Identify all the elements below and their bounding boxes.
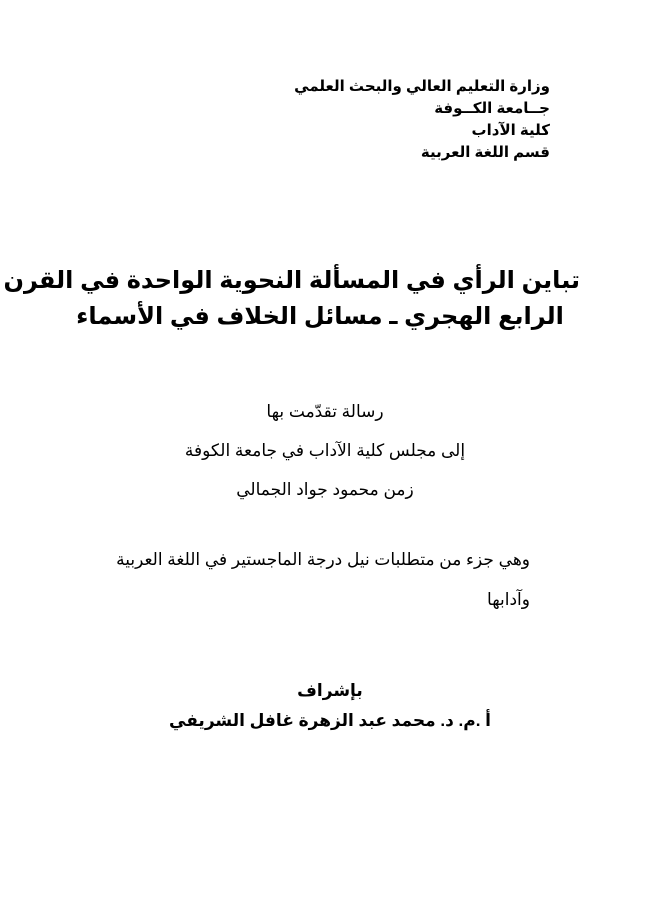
department-name: قسم اللغة العربية [420,144,550,161]
institution-header [150,76,550,164]
supervisor-name: أ .م. د. محمد عبد الزهرة غافل الشريفي [169,711,491,730]
degree-line-2: وآدابها [487,590,530,609]
ministry-name: وزارة التعليم العالي والبحث العلمي [294,78,550,95]
thesis-title [3,263,580,335]
submission-line-1: رسالة تقدّمت بها [266,402,384,421]
thesis-title-line-1: تباين الرأي في المسألة النحوية الواحدة في القرن [3,267,580,294]
university-name: جــامعة الكــوفة [434,100,550,117]
submission-statement [100,392,550,509]
author-name: زمن محمود جواد الجمالي [236,480,414,499]
supervision [150,676,510,736]
college-name: كلية الآداب [471,122,550,139]
thesis-title-line-2: الرابع الهجري ـ مسائل الخلاف في الأسماء [76,303,564,330]
submission-line-2: إلى مجلس كلية الآداب في جامعة الكوفة [184,441,466,460]
supervision-label: بإشراف [297,681,363,700]
degree-statement [80,540,530,620]
degree-line-1: وهي جزء من متطلبات نيل درجة الماجستير في اللغة العربية [116,550,530,569]
